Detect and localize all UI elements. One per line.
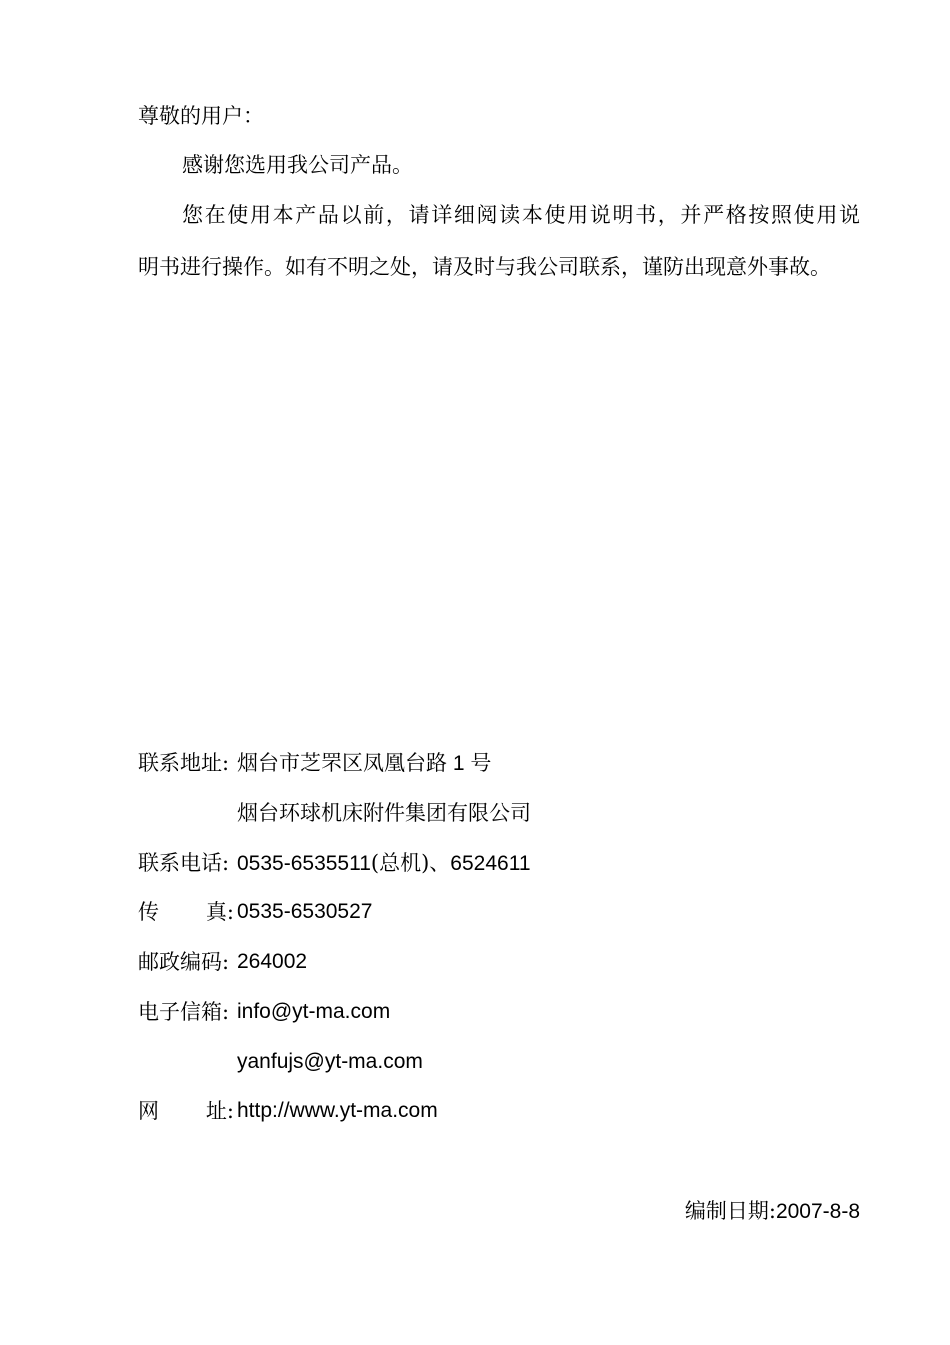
instruction-line-1: 您在使用本产品以前，请详细阅读本使用说明书，并严格按照使用说 [182,203,860,227]
address-line-1 [237,749,491,778]
address-line-2: 烟台环球机床附件集团有限公司 [237,801,531,825]
website-label [138,1097,234,1125]
compile-date-value: 2007-8-8 [775,1200,860,1223]
fax-label-first: 传 [138,900,159,924]
phone-main: 0535-6535511 [237,852,371,875]
address-label: 联系地址: [138,751,230,775]
email-value-2: yanfujs@yt-ma.com [237,1050,423,1073]
postcode-value: 264002 [237,950,308,973]
instruction-line-2: 明书进行操作。如有不明之处，请及时与我公司联系，谨防出现意外事故。 [138,255,831,279]
compile-date-label: 编制日期: [684,1199,776,1223]
fax-label-second: 真: [205,900,234,924]
phone-value [237,849,531,878]
thanks-paragraph: 感谢您选用我公司产品。 [182,153,413,177]
address-number: 1 [447,752,471,775]
address-suffix: 号 [470,751,492,775]
salutation: 尊敬的用户： [138,104,264,128]
website-label-first: 网 [138,1099,159,1123]
phone-label: 联系电话: [138,851,230,875]
email-value-1: info@yt-ma.com [237,1000,391,1023]
postcode-label: 邮政编码: [138,950,230,974]
fax-value: 0535-6530527 [237,900,373,923]
fax-label [138,898,234,926]
phone-note: (总机)、 [370,851,451,875]
address-street: 烟台市芝罘区凤凰台路 [237,751,447,775]
email-label: 电子信箱: [138,1000,230,1024]
website-value: http://www.yt-ma.com [237,1099,438,1122]
compile-date [685,1197,860,1226]
phone-alt: 6524611 [450,852,531,875]
website-label-second: 址: [205,1099,234,1123]
